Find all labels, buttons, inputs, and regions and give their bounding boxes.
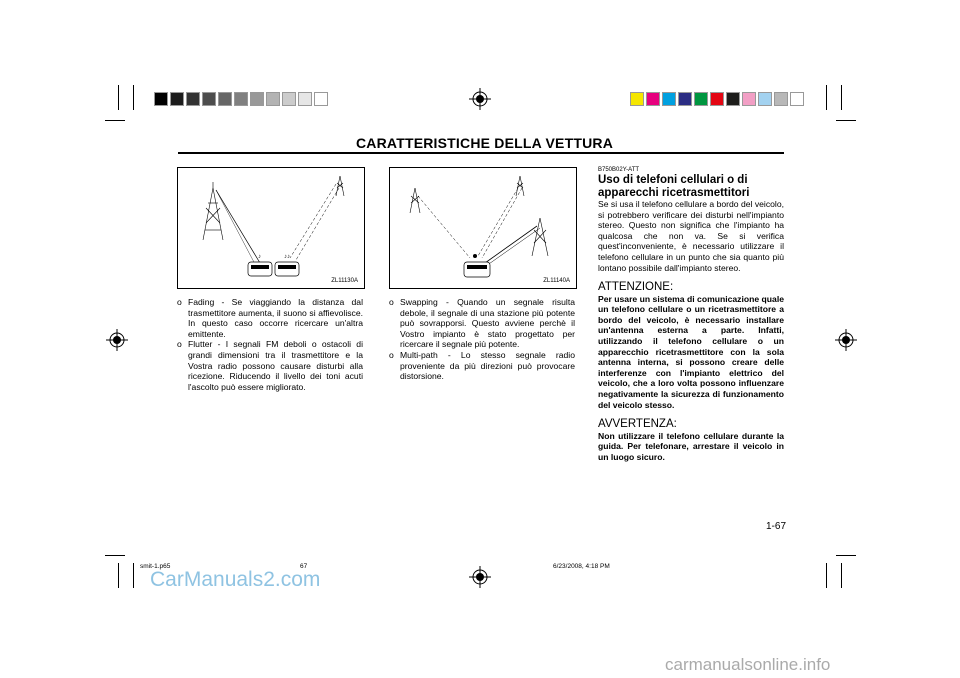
- middle-column-text: [389, 297, 575, 382]
- gray-swatch: [282, 92, 296, 106]
- watermark-brand: CarManuals2.com: [150, 568, 321, 591]
- gray-swatch: [202, 92, 216, 106]
- page-title: CARATTERISTICHE DELLA VETTURA: [356, 135, 614, 151]
- list-item: o Multi-path - Lo stesso segnale radio proveniente da più direzioni può provocare distorsione.: [389, 349, 575, 382]
- color-swatch: [662, 92, 676, 106]
- section-code: B750B02Y-ATT: [598, 167, 640, 173]
- header-rule: [178, 152, 784, 154]
- right-column-text: [598, 166, 784, 462]
- figure-code: ZL11140A: [543, 278, 570, 284]
- gray-swatch: [170, 92, 184, 106]
- figure-swapping-illustration: [389, 167, 577, 289]
- registration-mark-icon: [106, 329, 128, 351]
- list-item: o Swapping - Quando un segnale risulta debole, il segnale di una stazione più potente può sovrapporsi. Questo avviene perchè il Vostro impianto è stato progettato per ricercare il segnale più potente.: [389, 297, 575, 350]
- footer-file: smit-1.p65: [140, 563, 171, 570]
- gray-swatch: [234, 92, 248, 106]
- figure-code: ZL11130A: [331, 278, 358, 284]
- warning-title: AVVERTENZA:: [598, 418, 677, 431]
- color-swatch: [710, 92, 724, 106]
- gray-swatch: [218, 92, 232, 106]
- gray-swatch: [266, 92, 280, 106]
- color-swatch: [742, 92, 756, 106]
- list-item: o Flutter - I segnali FM deboli o ostacoli di grandi dimensioni tra il trasmettitore e la Vostra radio possono causare disturbi alla ricezione. Riducendo il livello dei toni acuti l'ascolto può essere migliorato.: [177, 339, 363, 392]
- color-swatch: [694, 92, 708, 106]
- registration-mark-icon: [469, 566, 491, 588]
- footer-date: 6/23/2008, 4:18 PM: [553, 563, 610, 570]
- gray-swatch: [154, 92, 168, 106]
- figure-fading-illustration: [177, 167, 365, 289]
- svg-text:♪♪: ♪♪: [284, 254, 290, 260]
- list-item: o Fading - Se viaggiando la distanza dal trasmettitore aumenta, il suono si affievolisce. In questo caso occorre ricercare un'altra emittente.: [177, 297, 363, 339]
- color-swatch: [678, 92, 692, 106]
- attention-text: Per usare un sistema di comunicazione quale un telefono cellulare o un ricetrasmettitore a bordo del veicolo, è necessario installare un'antenna esterna a parte. Infatti, utilizzando il telefono cellulare o un apparecchio ricetrasmettitore con la sola antenna interna, si possono creare delle interferenze con l'impianto elettrico del veicolo, che a loro volta possono influenzare negativamente la sicurezza di funzionamento del veicolo stesso.: [598, 293, 784, 410]
- registration-mark-icon: [469, 88, 491, 110]
- attention-title: ATTENZIONE:: [598, 281, 674, 294]
- color-swatch: [630, 92, 644, 106]
- footer-page: 67: [300, 563, 308, 570]
- color-swatch: [726, 92, 740, 106]
- section-body: Se si usa il telefono cellulare a bordo del veicolo, si potrebbero verificare dei disturbi nell'impianto stereo. Questo non significa che l'impianto ha qualcosa che non va. Se si verifica quest'inconveniente, è necessario utilizzare il telefono cellulare in un punto che sia quanto più lontano possibile dall'impianto stereo.: [598, 199, 784, 273]
- warning-text: Non utilizzare il telefono cellulare durante la guida. Per telefonare, arrestare il veicolo in un luogo sicuro.: [598, 430, 784, 462]
- color-swatch: [646, 92, 660, 106]
- fading-diagram: [178, 168, 364, 288]
- left-column-text: [177, 297, 363, 392]
- svg-text:♪: ♪: [258, 254, 261, 260]
- color-swatch: [758, 92, 772, 106]
- gray-swatch: [298, 92, 312, 106]
- gray-swatch: [314, 92, 328, 106]
- page-number: 1-67: [766, 521, 787, 532]
- watermark-site: carmanualsonline.info: [665, 655, 831, 674]
- color-swatch: [790, 92, 804, 106]
- color-swatch: [774, 92, 788, 106]
- registration-mark-icon: [835, 329, 857, 351]
- gray-swatch: [250, 92, 264, 106]
- gray-swatch: [186, 92, 200, 106]
- swapping-diagram: [390, 168, 576, 288]
- section-heading: Uso di telefoni cellulari o di apparecchi ricetrasmettitori: [598, 174, 750, 199]
